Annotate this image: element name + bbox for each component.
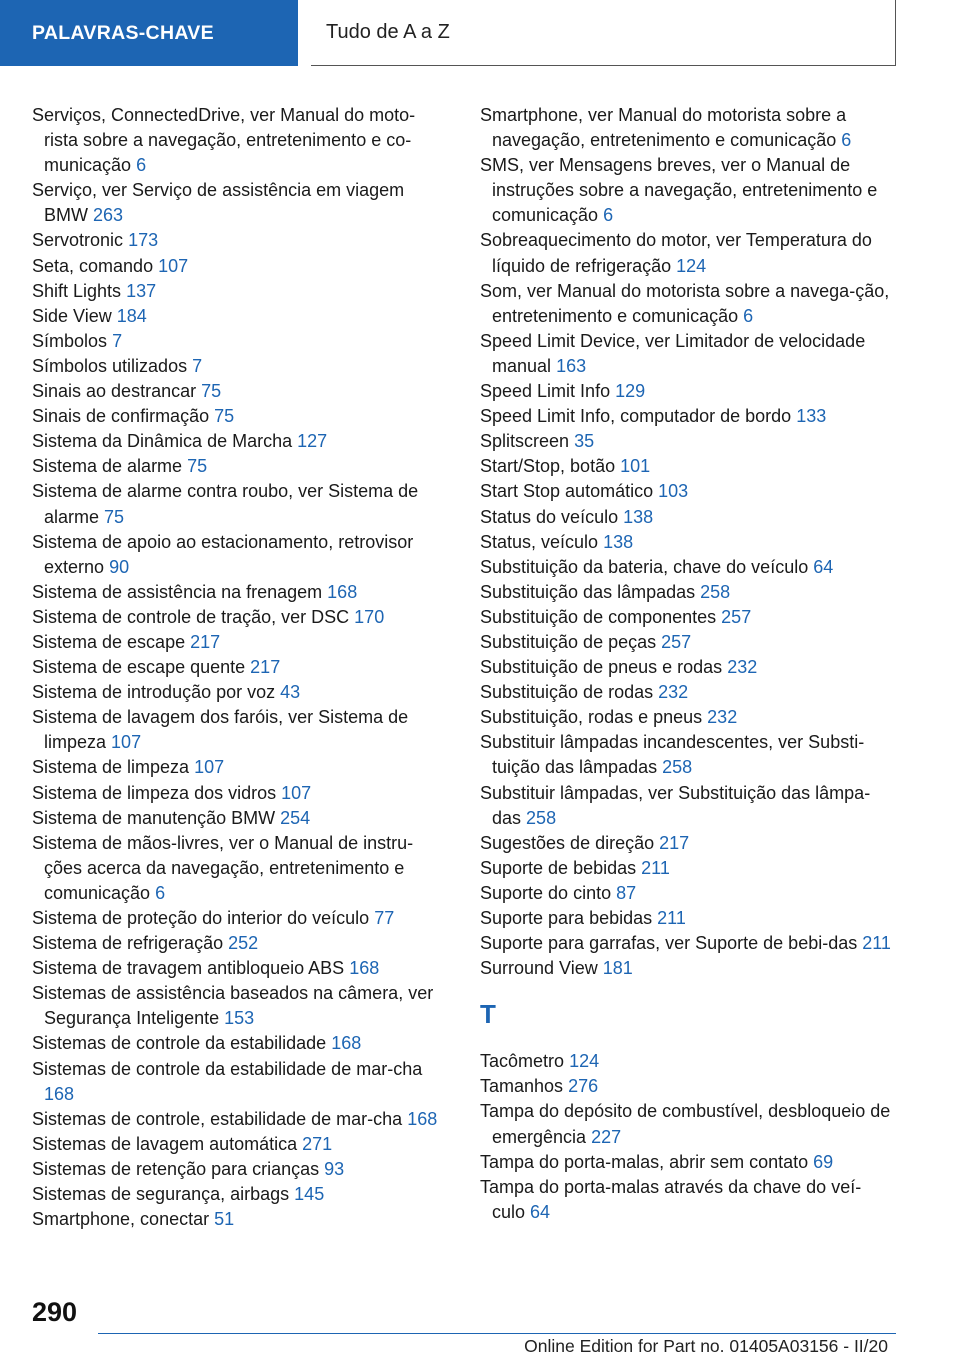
page-reference-link[interactable]: 170	[354, 606, 385, 627]
page-reference-link[interactable]: 181	[602, 958, 633, 979]
page-reference-link[interactable]: 75	[187, 456, 208, 477]
page-reference-link[interactable]: 252	[228, 933, 259, 954]
index-term: Sistema de escape	[32, 631, 186, 652]
index-entry	[32, 1057, 446, 1107]
index-entry	[32, 755, 446, 780]
index-term: Start/Stop, botão	[480, 456, 616, 477]
page-reference-link[interactable]: 107	[194, 757, 225, 778]
index-entry	[480, 630, 894, 655]
index-entry	[32, 404, 446, 429]
index-entry	[32, 1107, 446, 1132]
index-entry	[480, 1049, 894, 1074]
index-entry	[32, 931, 446, 956]
page-reference-link[interactable]: 93	[324, 1158, 345, 1179]
page-reference-link[interactable]: 217	[190, 631, 221, 652]
page-reference-link[interactable]: 7	[192, 355, 203, 376]
page-reference-link[interactable]: 129	[615, 381, 646, 402]
page-reference-link[interactable]: 263	[93, 205, 124, 226]
index-entry	[32, 103, 446, 178]
index-term: Splitscreen	[480, 431, 570, 452]
section-tab: PALAVRAS-CHAVE	[0, 0, 298, 66]
index-entry	[32, 1207, 446, 1232]
index-term: Tampa do porta-malas, abrir sem contato	[480, 1151, 809, 1172]
index-entry	[480, 429, 894, 454]
footer-divider	[98, 1333, 896, 1334]
page-reference-link[interactable]: 168	[407, 1108, 438, 1129]
index-term: Sinais ao destrancar	[32, 381, 197, 402]
page-reference-link[interactable]: 227	[591, 1126, 622, 1147]
index-entry	[480, 881, 894, 906]
page-reference-link[interactable]: 124	[676, 255, 707, 276]
index-term: Sistema de lavagem dos faróis, ver Sistema de limpeza	[32, 707, 409, 753]
index-term: Sistema de assistência na frenagem	[32, 581, 323, 602]
index-term: Sistema de apoio ao estacionamento, retrovisor externo	[32, 531, 414, 577]
index-entry	[32, 806, 446, 831]
index-entry	[480, 1150, 894, 1175]
page-reference-link[interactable]: 137	[126, 280, 157, 301]
index-entry	[480, 580, 894, 605]
page-reference-link[interactable]: 138	[623, 506, 654, 527]
page-reference-link[interactable]: 103	[658, 481, 689, 502]
index-term: Substituir lâmpadas, ver Substituição das lâmpa-das	[480, 782, 871, 828]
page-reference-link[interactable]: 133	[796, 406, 827, 427]
index-entry	[480, 228, 894, 278]
index-entry	[480, 605, 894, 630]
index-term: Servotronic	[32, 230, 124, 251]
index-term: Tampa do porta-malas através da chave do veí-culo	[480, 1176, 862, 1222]
index-term: Símbolos	[32, 330, 108, 351]
page-reference-link[interactable]: 232	[707, 707, 738, 728]
index-term: Speed Limit Info	[480, 381, 611, 402]
index-term: Som, ver Manual do motorista sobre a navega-ção, entretenimento e comunicação	[480, 280, 890, 326]
page-reference-link[interactable]: 168	[327, 581, 358, 602]
page-reference-link[interactable]: 184	[116, 305, 147, 326]
section-letter: T	[480, 999, 496, 1030]
index-term: Sistemas de segurança, airbags	[32, 1184, 290, 1205]
page-reference-link[interactable]: 6	[136, 155, 147, 176]
page-reference-link[interactable]: 64	[813, 556, 834, 577]
page-reference-link[interactable]: 101	[620, 456, 651, 477]
page-reference-link[interactable]: 75	[201, 381, 222, 402]
index-entry	[32, 279, 446, 304]
index-entry	[32, 178, 446, 228]
page-reference-link[interactable]: 232	[727, 657, 758, 678]
index-term: Substituição de pneus e rodas	[480, 657, 723, 678]
index-term: Sinais de confirmação	[32, 406, 210, 427]
page-reference-link[interactable]: 51	[214, 1209, 235, 1230]
page-number: 290	[32, 1297, 78, 1327]
index-term: Sistema de escape quente	[32, 657, 246, 678]
index-term: Sistema da Dinâmica de Marcha	[32, 431, 293, 452]
index-entry	[32, 580, 446, 605]
index-term: Status do veículo	[480, 506, 619, 527]
index-term: Substituição das lâmpadas	[480, 581, 696, 602]
page-reference-link[interactable]: 211	[641, 857, 670, 878]
index-entry	[32, 906, 446, 931]
index-entry	[32, 781, 446, 806]
page-reference-link[interactable]: 77	[374, 908, 395, 928]
index-entry	[480, 279, 894, 329]
index-entry	[32, 981, 446, 1031]
index-term: Smartphone, ver Manual do motorista sobre a navegação, entretenimento e comunicação	[480, 105, 847, 151]
page-reference-link[interactable]: 107	[281, 782, 312, 803]
index-entry	[32, 1132, 446, 1157]
index-term: Sistemas de controle da estabilidade de mar-cha	[32, 1058, 423, 1079]
index-entry	[480, 530, 894, 555]
index-term: Sistema de controle de tração, ver DSC	[32, 606, 350, 627]
index-term: Sistema de travagem antibloqueio ABS	[32, 958, 345, 979]
index-term: Sistemas de assistência baseados na câmera, ver Segurança Inteligente	[32, 983, 434, 1029]
page-reference-link[interactable]: 75	[104, 506, 125, 527]
index-entry	[32, 228, 446, 253]
page-reference-link[interactable]: 35	[574, 431, 595, 452]
index-term: Seta, comando	[32, 255, 154, 276]
index-entry	[480, 705, 894, 730]
index-entry	[32, 1182, 446, 1207]
index-entry	[32, 329, 446, 354]
page-reference-link[interactable]: 75	[214, 406, 235, 427]
index-entry	[480, 404, 894, 429]
index-term: Sistemas de retenção para crianças	[32, 1158, 320, 1179]
page-reference-link[interactable]: 153	[224, 1008, 255, 1029]
index-term: Speed Limit Device, ver Limitador de velocidade manual	[480, 330, 866, 376]
page-reference-link[interactable]: 232	[658, 682, 689, 703]
index-term: Speed Limit Info, computador de bordo	[480, 406, 792, 427]
index-term: Smartphone, conectar	[32, 1209, 210, 1230]
index-term: Sistema de proteção do interior do veículo	[32, 908, 370, 928]
page-reference-link[interactable]: 211	[657, 908, 686, 928]
index-term: Serviço, ver Serviço de assistência em viagem BMW	[32, 180, 405, 226]
page-reference-link[interactable]: 6	[155, 882, 166, 903]
index-entry	[480, 1175, 894, 1225]
index-entry	[32, 630, 446, 655]
index-entry	[480, 454, 894, 479]
index-entry	[480, 730, 894, 780]
index-entry	[32, 680, 446, 705]
page-reference-link[interactable]: 43	[280, 682, 301, 703]
index-term: Substituição de peças	[480, 631, 657, 652]
index-term: Sistema de mãos-livres, ver o Manual de instru-ções acerca da navegação, entretenimento e comunicação	[32, 832, 414, 903]
page-reference-link[interactable]: 168	[331, 1033, 362, 1054]
index-entry	[32, 354, 446, 379]
index-entry	[480, 1074, 894, 1099]
index-entry	[32, 254, 446, 279]
index-term: Tampa do depósito de combustível, desbloqueio de emergência	[480, 1101, 891, 1147]
index-entry	[480, 906, 894, 931]
index-entry	[480, 856, 894, 881]
index-entry	[480, 1099, 894, 1149]
index-term: Suporte para bebidas	[480, 908, 653, 928]
index-entry	[480, 505, 894, 530]
page-reference-link[interactable]: 7	[112, 330, 123, 351]
page-reference-link[interactable]: 107	[111, 732, 142, 753]
index-entry	[32, 429, 446, 454]
index-column-left	[32, 103, 446, 1232]
index-term: Sugestões de direção	[480, 832, 655, 853]
page-reference-link[interactable]: 258	[700, 581, 731, 602]
index-term: Status, veículo	[480, 531, 599, 552]
index-term: Suporte de bebidas	[480, 857, 637, 878]
index-entry	[32, 1031, 446, 1056]
page-reference-link[interactable]: 127	[297, 431, 328, 452]
page-reference-link[interactable]: 276	[568, 1076, 599, 1097]
index-entry	[32, 605, 446, 630]
index-entry	[480, 379, 894, 404]
index-term: Substituir lâmpadas incandescentes, ver Substi-tuição das lâmpadas	[480, 732, 865, 778]
index-entry	[32, 956, 446, 981]
page-reference-link[interactable]: 124	[569, 1051, 600, 1072]
index-entry	[480, 329, 894, 379]
index-term: Sistema de alarme contra roubo, ver Sistema de alarme	[32, 481, 419, 527]
index-entry	[480, 931, 894, 956]
index-entry	[32, 479, 446, 529]
index-term: Sistema de limpeza dos vidros	[32, 782, 277, 803]
index-term: Serviços, ConnectedDrive, ver Manual do moto-rista sobre a navegação, entretenimento e co-municação	[32, 105, 416, 176]
index-term: Sistema de introdução por voz	[32, 682, 276, 703]
index-entry	[32, 530, 446, 580]
index-entry	[480, 680, 894, 705]
page-reference-link[interactable]: 217	[250, 657, 281, 678]
index-entry	[32, 831, 446, 906]
index-entry	[480, 655, 894, 680]
index-term: Sistemas de controle, estabilidade de mar-cha	[32, 1108, 403, 1129]
page-reference-link[interactable]: 211	[862, 933, 891, 954]
page-reference-link[interactable]: 145	[294, 1184, 325, 1205]
page-reference-link[interactable]: 87	[616, 882, 637, 903]
index-term: Substituição de componentes	[480, 606, 717, 627]
page-reference-link[interactable]: 217	[659, 832, 690, 853]
index-entry	[32, 705, 446, 755]
index-term: Shift Lights	[32, 280, 122, 301]
page-reference-link[interactable]: 64	[530, 1201, 551, 1222]
page-reference-link[interactable]: 257	[721, 606, 752, 627]
page-title: Tudo de A a Z	[311, 0, 896, 66]
index-entry	[480, 103, 894, 153]
index-entry	[32, 1157, 446, 1182]
index-entry	[32, 379, 446, 404]
page-reference-link[interactable]: 138	[603, 531, 634, 552]
index-term: Substituição da bateria, chave do veículo	[480, 556, 809, 577]
page-reference-link[interactable]: 258	[662, 757, 693, 778]
page-reference-link[interactable]: 168	[44, 1083, 75, 1104]
index-term: Sistemas de lavagem automática	[32, 1133, 298, 1154]
index-entry	[480, 555, 894, 580]
index-entry	[480, 479, 894, 504]
index-term: Side View	[32, 305, 112, 326]
index-term: Símbolos utilizados	[32, 355, 188, 376]
index-term: Substituição de rodas	[480, 682, 654, 703]
page-reference-link[interactable]: 173	[128, 230, 159, 251]
page-reference-link[interactable]: 90	[109, 556, 130, 577]
index-entry	[480, 956, 894, 981]
edition-footer: Online Edition for Part no. 01405A03156 - II/20	[524, 1336, 888, 1356]
index-column-right	[480, 103, 894, 1225]
index-entry	[32, 454, 446, 479]
index-term: Suporte do cinto	[480, 882, 612, 903]
index-term: Surround View	[480, 958, 598, 979]
index-term: Tamanhos	[480, 1076, 564, 1097]
page-reference-link[interactable]: 69	[813, 1151, 834, 1172]
index-term: Tacômetro	[480, 1051, 565, 1072]
index-term: Sistema de refrigeração	[32, 933, 224, 954]
page-reference-link[interactable]: 271	[302, 1133, 333, 1154]
index-term: Sistema de alarme	[32, 456, 183, 477]
index-entry	[480, 153, 894, 228]
page-reference-link[interactable]: 6	[743, 305, 754, 326]
index-term: Substituição, rodas e pneus	[480, 707, 703, 728]
page-reference-link[interactable]: 257	[661, 631, 692, 652]
index-term: Sistema de manutenção BMW	[32, 807, 276, 828]
page-reference-link[interactable]: 258	[526, 807, 557, 828]
index-entry	[480, 831, 894, 856]
index-term: Start Stop automático	[480, 481, 654, 502]
page-reference-link[interactable]: 6	[603, 205, 614, 226]
index-entry	[32, 304, 446, 329]
index-term: Sobreaquecimento do motor, ver Temperatura do líquido de refrigeração	[480, 230, 872, 276]
index-term: Sistema de limpeza	[32, 757, 190, 778]
index-entry	[32, 655, 446, 680]
page-reference-link[interactable]: 107	[158, 255, 189, 276]
index-entry	[480, 781, 894, 831]
index-term: SMS, ver Mensagens breves, ver o Manual de instruções sobre a navegação, entretenimento e comunicação	[480, 155, 878, 226]
page-reference-link[interactable]: 6	[841, 130, 852, 151]
index-term: Sistemas de controle da estabilidade	[32, 1033, 327, 1054]
page-reference-link[interactable]: 254	[280, 807, 311, 828]
index-term: Suporte para garrafas, ver Suporte de bebi-das	[480, 933, 858, 954]
page-reference-link[interactable]: 163	[556, 355, 587, 376]
page-reference-link[interactable]: 168	[349, 958, 380, 979]
